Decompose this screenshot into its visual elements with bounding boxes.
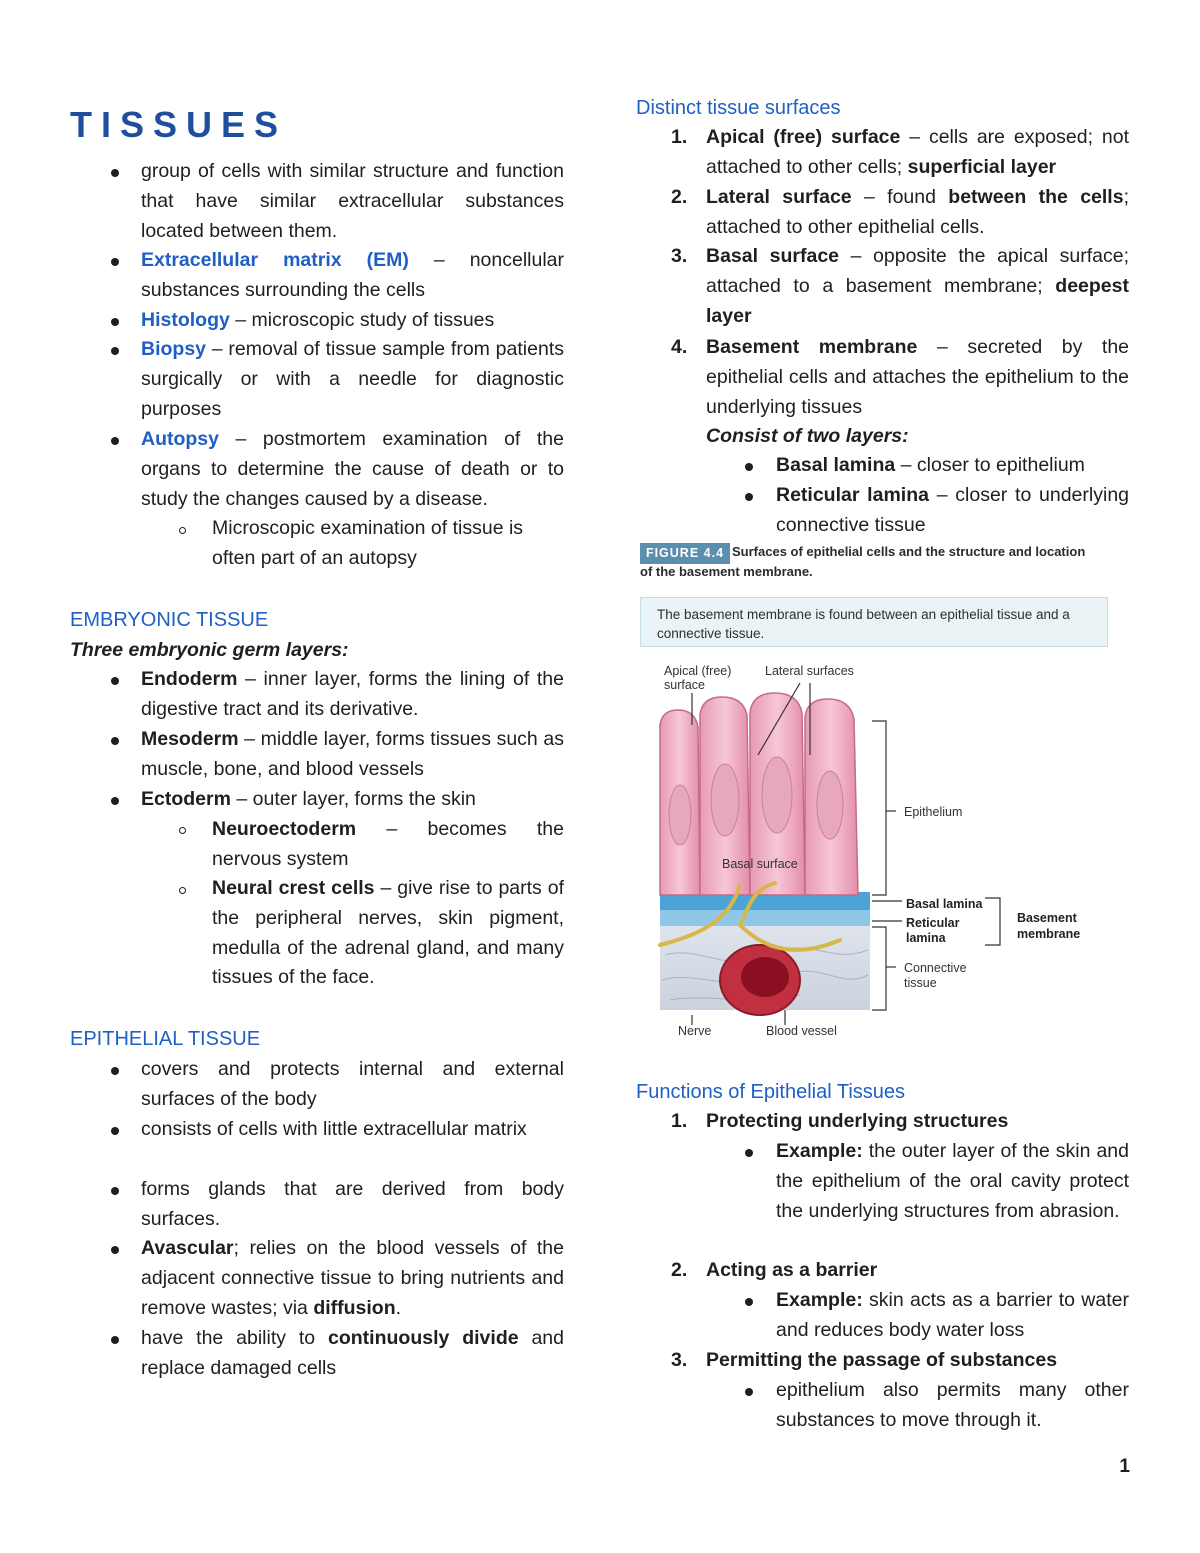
page-title: TISSUES <box>70 104 288 145</box>
bullet-dot <box>745 1388 753 1396</box>
list-item <box>706 123 1129 183</box>
label-basement: Basement <box>1017 911 1077 925</box>
term: Basal lamina <box>776 454 896 476</box>
nucleus <box>762 757 792 833</box>
list-item <box>212 874 564 993</box>
term: Apical (free) surface <box>706 126 901 148</box>
function-title: Permitting the passage of substances <box>706 1349 1058 1371</box>
figure-title: Surfaces of epithelial cells and the structure and location <box>732 544 1086 559</box>
label-epithelium: Epithelium <box>904 805 963 819</box>
list-item <box>141 665 564 725</box>
term: Autopsy <box>141 428 219 450</box>
definition: – microscopic study of tissues <box>229 309 495 331</box>
bullet-dot <box>111 737 119 745</box>
definition: . <box>395 1296 402 1319</box>
definition: have the ability to <box>141 1327 329 1349</box>
term: Neural crest cells <box>212 877 375 899</box>
term: Biopsy <box>141 338 207 360</box>
bullet-dot <box>111 677 119 685</box>
list-item <box>141 306 564 336</box>
definition: and replace damaged cells <box>141 1327 564 1379</box>
function-title: Protecting underlying structures <box>706 1110 1009 1132</box>
list-item <box>141 246 564 306</box>
list-item: covers and protects internal and external surfaces of the body <box>141 1058 564 1110</box>
list-item: epithelium also permits many other substances to move through it. <box>776 1379 1129 1431</box>
term: Basal surface <box>706 245 840 267</box>
term: Avascular <box>141 1237 234 1259</box>
label-reticular-2: lamina <box>906 931 946 945</box>
blood-vessel-lumen <box>741 957 789 997</box>
bullet-dot <box>745 463 753 471</box>
page-number: 1 <box>1119 1456 1130 1477</box>
definition: – noncellular substances surrounding the cells <box>141 249 564 301</box>
section-heading-epithelial: EPITHELIAL TISSUE <box>70 1028 261 1050</box>
list-item <box>212 815 564 875</box>
definition: – opposite the apical surface; attached to a basement membrane; <box>706 245 1129 297</box>
definition: ; attached to other epithelial cells. <box>706 186 1129 238</box>
list-item <box>706 333 1129 422</box>
bullet-dot <box>111 1336 119 1344</box>
term: between the cells <box>948 186 1124 208</box>
bullet-dot <box>111 1127 119 1135</box>
term: Basement membrane <box>706 336 918 358</box>
term: Mesoderm <box>141 728 239 750</box>
definition: – becomes the nervous system <box>212 818 564 870</box>
label-basal-lamina: Basal lamina <box>906 897 983 911</box>
definition: the outer layer of the skin and the epithelium of the oral cavity protect the underlying structures from abrasion. <box>776 1140 1129 1222</box>
label-lateral: Lateral surfaces <box>765 664 854 678</box>
figure-caption-box: The basement membrane is found between an epithelial tissue and a connective tissue. <box>640 597 1108 647</box>
bullet-dot <box>111 169 119 177</box>
list-item <box>776 1137 1129 1226</box>
term: Endoderm <box>141 668 238 690</box>
subheading-germ-layers: Three embryonic germ layers: <box>70 639 349 661</box>
sub-bullet-circle <box>179 527 186 534</box>
definition: – found <box>851 186 949 208</box>
list-item <box>141 157 564 246</box>
term: diffusion <box>313 1296 396 1319</box>
list-number: 2. <box>671 1259 688 1281</box>
list-item <box>706 183 1129 243</box>
sub-bullet-circle <box>179 887 186 894</box>
label-connective: Connective <box>904 961 967 975</box>
term: Lateral surface <box>706 186 852 208</box>
bullet-dot <box>745 1298 753 1306</box>
list-item <box>141 335 564 424</box>
label-connective-2: tissue <box>904 976 937 990</box>
definition: ; relies on the blood vessels of the adjacent connective tissue to bring nutrients and remove wastes; via <box>141 1237 564 1319</box>
figure-title-continued: of the basement membrane. <box>640 564 813 579</box>
nucleus <box>669 785 691 845</box>
list-item <box>141 785 564 815</box>
list-item <box>141 1234 564 1323</box>
figure-label: FIGURE 4.4 <box>640 543 730 564</box>
nucleus <box>711 764 739 836</box>
list-number: 2. <box>671 186 688 208</box>
term: Neuroectoderm <box>212 818 357 840</box>
list-item: Microscopic examination of tissue is often part of an autopsy <box>212 517 524 569</box>
definition: – closer to underlying connective tissue <box>776 484 1130 536</box>
definition: – removal of tissue sample from patients surgically or with a needle for diagnostic purposes <box>141 338 564 420</box>
list-item <box>776 451 1129 481</box>
bullet-dot <box>745 1149 753 1157</box>
definition: skin acts as a barrier to water and reduces body water loss <box>776 1289 1129 1341</box>
list-number: 1. <box>671 126 688 148</box>
bullet-dot <box>745 493 753 501</box>
label-basement-2: membrane <box>1017 927 1081 941</box>
list-number: 1. <box>671 1110 688 1132</box>
definition: – secreted by the epithelial cells and attaches the epithelium to the underlying tissues <box>706 336 1130 418</box>
label-blood-vessel: Blood vessel <box>766 1024 837 1038</box>
term: Reticular lamina <box>776 484 929 506</box>
bullet-dot <box>111 1067 119 1075</box>
definition: – closer to epithelium <box>895 454 1085 476</box>
list-item: forms glands that are derived from body surfaces. <box>141 1178 564 1230</box>
term: Extracellular matrix (EM) <box>141 249 409 271</box>
bullet-dot <box>111 318 119 326</box>
term: deepest layer <box>706 274 1129 327</box>
bullet-dot <box>111 1187 119 1195</box>
term: continuously divide <box>328 1327 519 1349</box>
section-heading-embryonic: EMBRYONIC TISSUE <box>70 609 269 631</box>
term: superficial layer <box>907 155 1057 178</box>
label-apical: Apical (free) <box>664 664 732 678</box>
nucleus <box>817 771 843 839</box>
epithelium-diagram <box>640 655 1110 1045</box>
definition: – middle layer, forms tissues such as muscle, bone, and blood vessels <box>141 728 564 780</box>
reticular-lamina-band <box>660 910 870 926</box>
list-item <box>141 725 564 785</box>
list-number: 3. <box>671 245 688 267</box>
term: Example: <box>776 1289 863 1311</box>
list-number: 4. <box>671 336 688 358</box>
definition: – outer layer, forms the skin <box>230 788 476 810</box>
list-item <box>141 1324 564 1384</box>
function-title: Acting as a barrier <box>706 1259 878 1281</box>
term: Example: <box>776 1140 863 1162</box>
section-heading-surfaces: Distinct tissue surfaces <box>636 97 841 119</box>
list-item <box>706 242 1129 331</box>
bullet-dot <box>111 1246 119 1254</box>
bullet-dot <box>111 258 119 266</box>
list-item <box>776 481 1129 541</box>
term: Ectoderm <box>141 788 231 810</box>
definition: – inner layer, forms the lining of the digestive tract and its derivative. <box>141 668 564 720</box>
subheading-two-layers: Consist of two layers: <box>706 425 909 447</box>
section-heading-functions: Functions of Epithelial Tissues <box>636 1081 906 1103</box>
bullet-dot <box>111 797 119 805</box>
sub-bullet-circle <box>179 827 186 834</box>
definition: – postmortem examination of the organs to determine the cause of death or to study the changes caused by a disease. <box>141 428 564 510</box>
definition: – give rise to parts of the peripheral nerves, skin pigment, medulla of the adrenal gland, and many tissues of the face. <box>212 877 564 989</box>
tissue-definition: group of cells with similar structure and function that have similar extracellular substances located between them. <box>141 160 564 242</box>
label-reticular: Reticular <box>906 916 960 930</box>
term: Histology <box>141 309 230 331</box>
definition: – cells are exposed; not attached to other cells; <box>706 126 1129 178</box>
bullet-dot <box>111 347 119 355</box>
list-number: 3. <box>671 1349 688 1371</box>
label-nerve: Nerve <box>678 1024 712 1038</box>
label-apical-2: surface <box>664 678 705 692</box>
label-basal-surface: Basal surface <box>722 857 798 871</box>
list-item <box>776 1286 1129 1346</box>
bullet-dot <box>111 437 119 445</box>
list-item <box>141 425 564 514</box>
list-item: consists of cells with little extracellular matrix <box>141 1118 527 1140</box>
